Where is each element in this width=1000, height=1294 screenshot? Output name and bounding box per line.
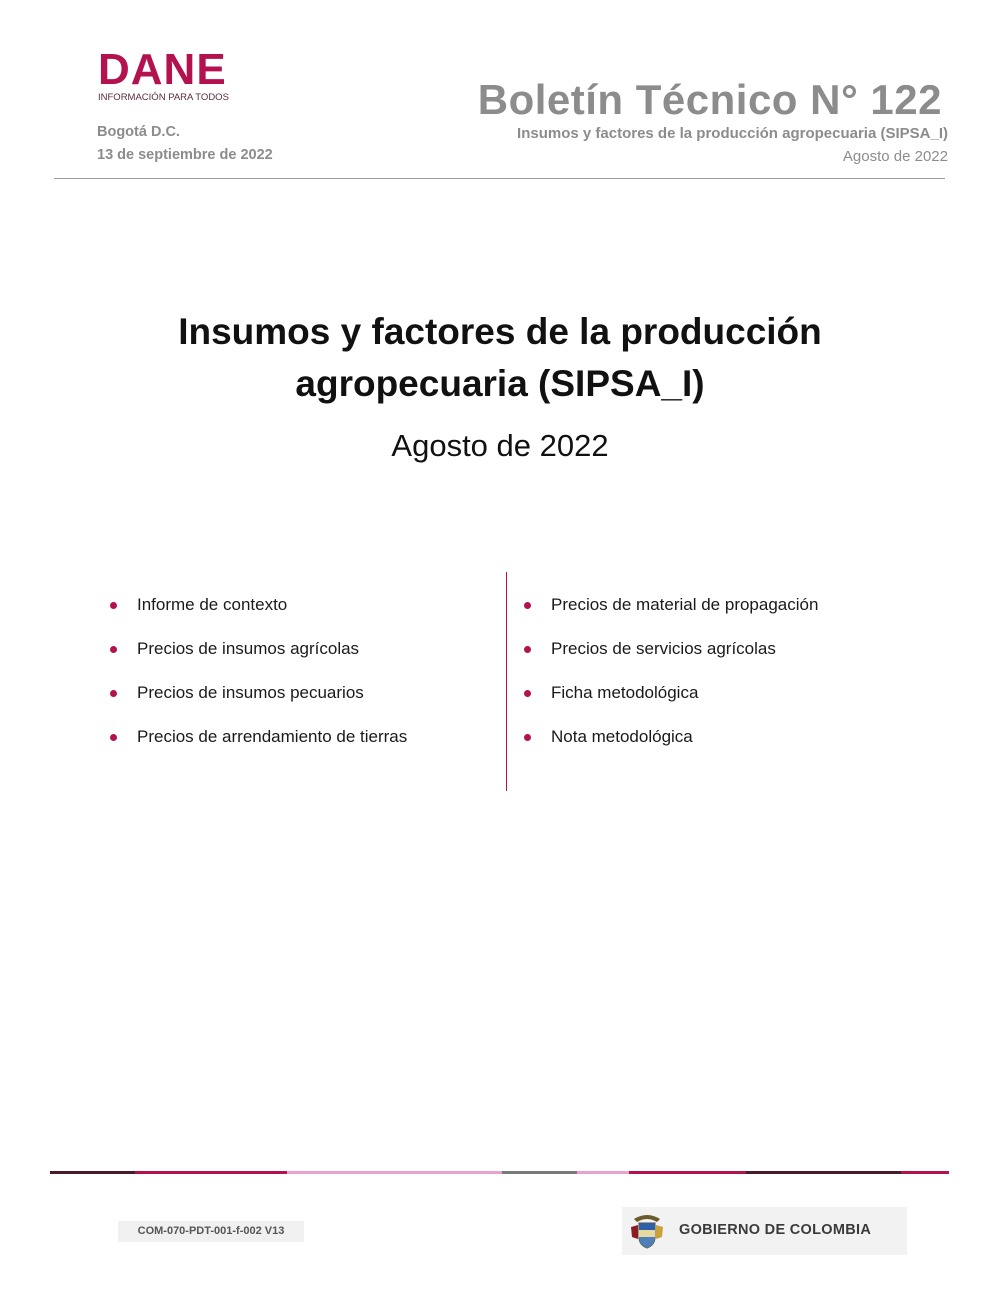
bulletin-title: Boletín Técnico N° 122 [477, 76, 942, 123]
stripe-segment [50, 1171, 135, 1174]
stripe-segment [629, 1171, 746, 1174]
document-code: COM-070-PDT-001-f-002 V13 [118, 1221, 304, 1242]
document-period: Agosto de 2022 [391, 428, 609, 463]
list-item-label: Informe de contexto [137, 595, 288, 614]
column-divider [506, 572, 507, 791]
government-label: GOBIERNO DE COLOMBIA [679, 1222, 872, 1238]
logo-tagline: INFORMACIÓN PARA TODOS [98, 92, 229, 103]
list-item [522, 678, 912, 722]
bullet-icon [110, 646, 117, 653]
list-item-label: Precios de material de propagación [551, 595, 819, 614]
list-item-label: Precios de insumos pecuarios [137, 683, 364, 702]
colombia-coat-of-arms-icon [630, 1213, 664, 1249]
stripe-segment [577, 1171, 629, 1174]
list-item [522, 590, 912, 634]
bullet-icon [524, 602, 531, 609]
list-item [108, 634, 498, 678]
contents-list-right [522, 590, 912, 766]
contents-list-left [108, 590, 498, 766]
city-label: Bogotá D.C. [97, 124, 180, 140]
bullet-icon [524, 646, 531, 653]
stripe-segment [287, 1171, 502, 1174]
list-item-label: Precios de insumos agrícolas [137, 639, 360, 658]
list-item-label: Ficha metodológica [551, 683, 699, 702]
bullet-icon [110, 690, 117, 697]
document-title-line1: Insumos y factores de la producción [178, 311, 822, 352]
dane-logo [98, 45, 238, 103]
government-badge [622, 1207, 907, 1255]
bullet-icon [524, 690, 531, 697]
header-divider [54, 178, 945, 179]
list-item [522, 634, 912, 678]
stripe-segment [901, 1171, 949, 1174]
stripe-segment [135, 1171, 287, 1174]
list-item [522, 722, 912, 766]
list-item [108, 722, 498, 766]
list-item [108, 678, 498, 722]
footer-color-stripe [50, 1171, 949, 1174]
bulletin-period: Agosto de 2022 [842, 148, 948, 165]
logo-wordmark: DANE [98, 45, 227, 94]
list-item [108, 590, 498, 634]
list-item-label: Nota metodológica [551, 727, 693, 746]
bullet-icon [110, 602, 117, 609]
list-item-label: Precios de servicios agrícolas [551, 639, 776, 658]
stripe-segment [746, 1171, 901, 1174]
bulletin-subtitle: Insumos y factores de la producción agropecuaria (SIPSA_I) [517, 125, 948, 142]
bullet-icon [110, 734, 117, 741]
document-title-line2: agropecuaria (SIPSA_I) [295, 363, 705, 404]
publication-date: 13 de septiembre de 2022 [97, 147, 273, 163]
list-item-label: Precios de arrendamiento de tierras [137, 727, 408, 746]
bullet-icon [524, 734, 531, 741]
document-title [100, 306, 900, 410]
stripe-segment [502, 1171, 577, 1174]
